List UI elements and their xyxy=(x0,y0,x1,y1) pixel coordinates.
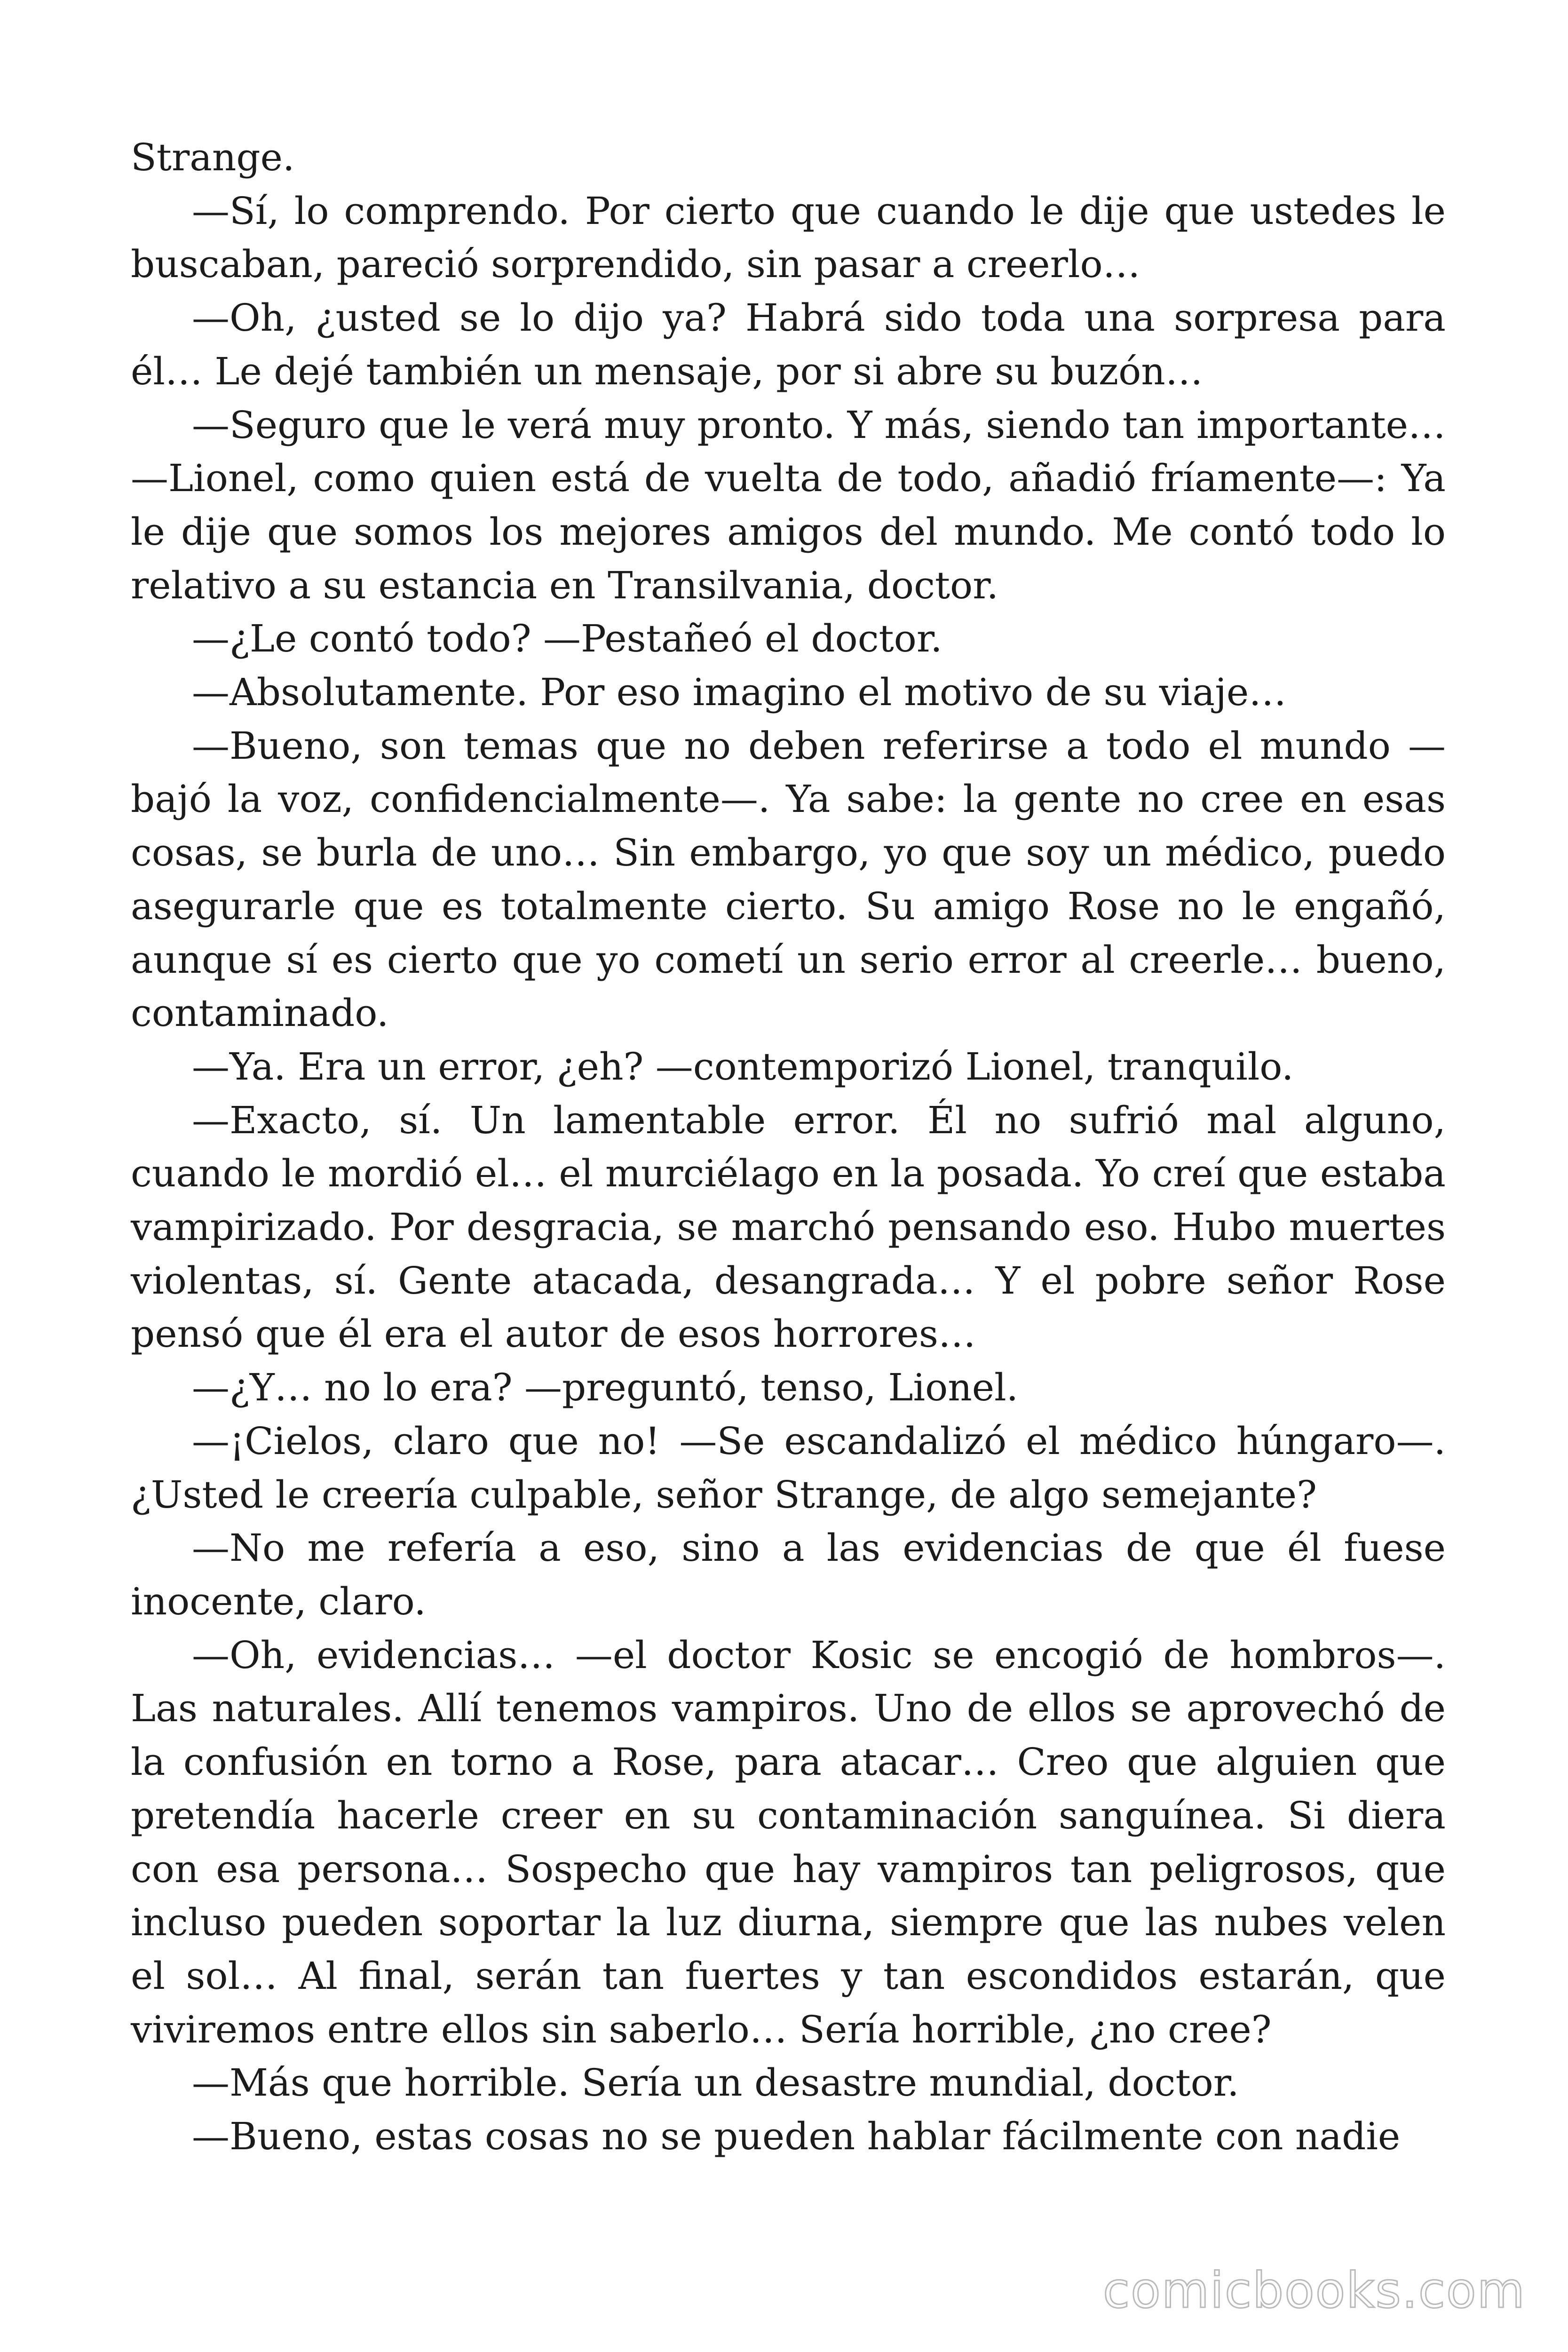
paragraph: —No me refería a eso, sino a las evidencias de que él fuese inocente, claro. xyxy=(131,1526,1446,1623)
paragraph: —Bueno, estas cosas no se pueden hablar fácilmente con nadie xyxy=(192,2114,1401,2159)
paragraph: —¿Le contó todo? —Pestañeó el doctor. xyxy=(192,617,942,661)
paragraph: —Exacto, sí. Un lamentable error. Él no sufrió mal alguno, cuando le mordió el… el murciélago en la posada. Yo creí que estaba vampirizado. Por desgracia, se marchó pensando eso. Hubo muertes violentas, sí. Gente atacada, desangrada… Y el pobre señor Rose pensó que él era el autor de esos horrores… xyxy=(131,1098,1446,1356)
body-text xyxy=(131,131,1446,2163)
paragraph: —Bueno, son temas que no deben referirse a todo el mundo —bajó la voz, confidencialmente—. Ya sabe: la gente no cree en esas cosas, se burla de uno… Sin embargo, yo que soy un médico, puedo asegurarle que es totalmente cierto. Su amigo Rose no le engañó, aunque sí es cierto que yo cometí un serio error al creerle… bueno, contaminado. xyxy=(131,723,1446,1035)
paragraph: —¡Cielos, claro que no! —Se escandalizó el médico húngaro—. ¿Usted le creería culpable, señor Strange, de algo semejante? xyxy=(131,1419,1446,1517)
paragraph: —Oh, evidencias… —el doctor Kosic se encogió de hombros—. Las naturales. Allí tenemos vampiros. Uno de ellos se aprovechó de la confusión en torno a Rose, para atacar… Creo que alguien que pretendía hacerle creer en su contaminación sanguínea. Si diera con esa persona… Sospecho que hay vampiros tan peligrosos, que incluso pueden soportar la luz diurna, siempre que las nubes velen el sol… Al final, serán tan fuertes y tan escondidos estarán, que viviremos entre ellos sin saberlo… Sería horrible, ¿no cree? xyxy=(131,1633,1446,2051)
paragraph: —Absolutamente. Por eso imagino el motivo de su viaje… xyxy=(192,670,1287,715)
paragraph: —Oh, ¿usted se lo dijo ya? Habrá sido toda una sorpresa para él… Le dejé también un mensaje, por si abre su buzón… xyxy=(131,296,1446,393)
paragraph: —¿Y… no lo era? —preguntó, tenso, Lionel. xyxy=(192,1366,1019,1410)
watermark: comicbooks.com xyxy=(1102,2262,1526,2319)
paragraph: —Sí, lo comprendo. Por cierto que cuando le dije que ustedes le buscaban, pareció sorprendido, sin pasar a creerlo… xyxy=(131,189,1446,286)
paragraph: Strange. xyxy=(131,135,295,179)
paragraph: —Ya. Era un error, ¿eh? —contemporizó Lionel, tranquilo. xyxy=(192,1044,1294,1089)
paragraph: —Seguro que le verá muy pronto. Y más, siendo tan importante… —Lionel, como quien está de vuelta de todo, añadió fríamente—: Ya le dije que somos los mejores amigos del mundo. Me contó todo lo relativo a su estancia en Transilvania, doctor. xyxy=(131,403,1446,607)
paragraph: —Más que horrible. Sería un desastre mundial, doctor. xyxy=(192,2061,1239,2105)
